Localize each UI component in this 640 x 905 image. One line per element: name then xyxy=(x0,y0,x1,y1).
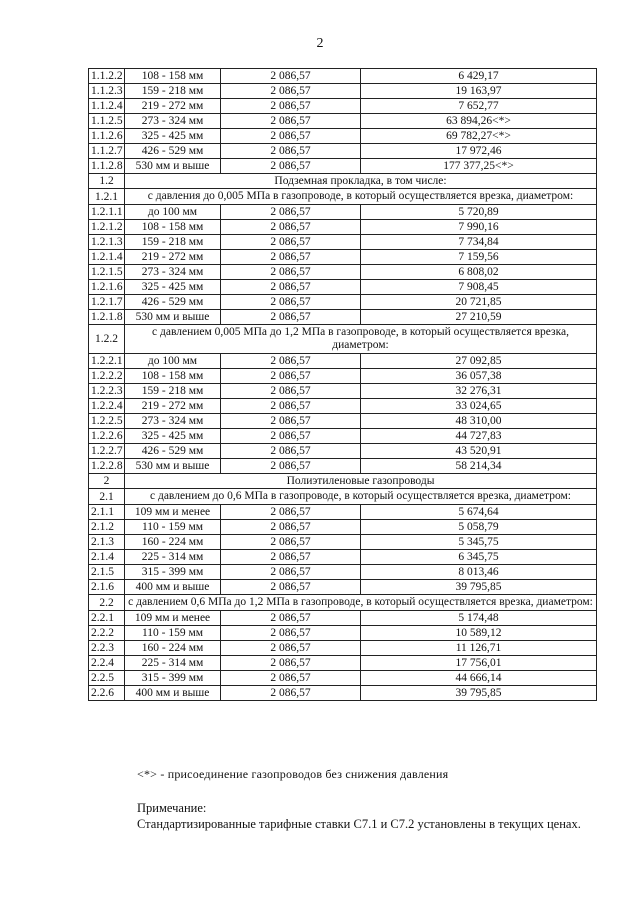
cell-rate: 2 086,57 xyxy=(221,459,361,474)
cell-rate: 2 086,57 xyxy=(221,369,361,384)
cell-dia: 219 - 272 мм xyxy=(125,99,221,114)
table-row xyxy=(89,205,597,220)
table-row xyxy=(89,159,597,174)
cell-dia: 219 - 272 мм xyxy=(125,399,221,414)
cell-code: 1.2.1.4 xyxy=(89,250,125,265)
cell-dia: до 100 мм xyxy=(125,205,221,220)
cell-rate: 2 086,57 xyxy=(221,444,361,459)
cell-code: 2.2.3 xyxy=(89,641,125,656)
subsection-row xyxy=(89,489,597,505)
cell-code: 1.2.1.6 xyxy=(89,280,125,295)
cell-code: 2 xyxy=(89,474,125,489)
cell-heading: с давлением 0,6 МПа до 1,2 МПа в газопроводе, в который осуществляется врезка, диаметром: xyxy=(125,595,597,611)
cell-dia: 108 - 158 мм xyxy=(125,220,221,235)
cell-code: 1.2.2.2 xyxy=(89,369,125,384)
cell-value: 11 126,71 xyxy=(361,641,597,656)
cell-code: 2.1.4 xyxy=(89,550,125,565)
cell-code: 1.2.2.4 xyxy=(89,399,125,414)
cell-code: 2.2.2 xyxy=(89,626,125,641)
table-row xyxy=(89,220,597,235)
cell-dia: 325 - 425 мм xyxy=(125,429,221,444)
cell-code: 1.1.2.5 xyxy=(89,114,125,129)
table-row xyxy=(89,84,597,99)
cell-code: 2.2.5 xyxy=(89,671,125,686)
cell-value: 39 795,85 xyxy=(361,686,597,701)
tariff-table-body xyxy=(89,69,597,701)
section-row xyxy=(89,174,597,189)
cell-dia: 426 - 529 мм xyxy=(125,144,221,159)
cell-value: 33 024,65 xyxy=(361,399,597,414)
cell-code: 1.2.1.1 xyxy=(89,205,125,220)
table-row xyxy=(89,354,597,369)
cell-value: 48 310,00 xyxy=(361,414,597,429)
cell-code: 1.2.2.5 xyxy=(89,414,125,429)
cell-code: 1.1.2.8 xyxy=(89,159,125,174)
cell-dia: 315 - 399 мм xyxy=(125,671,221,686)
cell-dia: 109 мм и менее xyxy=(125,505,221,520)
cell-value: 5 720,89 xyxy=(361,205,597,220)
cell-code: 2.2.6 xyxy=(89,686,125,701)
cell-dia: до 100 мм xyxy=(125,354,221,369)
footnote: <*> - присоединение газопроводов без снижения давления xyxy=(137,767,449,781)
cell-rate: 2 086,57 xyxy=(221,205,361,220)
cell-dia: 530 мм и выше xyxy=(125,159,221,174)
cell-value: 5 674,64 xyxy=(361,505,597,520)
cell-rate: 2 086,57 xyxy=(221,280,361,295)
table-row xyxy=(89,505,597,520)
cell-value: 6 429,17 xyxy=(361,69,597,84)
cell-rate: 2 086,57 xyxy=(221,129,361,144)
cell-rate: 2 086,57 xyxy=(221,414,361,429)
cell-value: 69 782,27<*> xyxy=(361,129,597,144)
cell-code: 1.1.2.4 xyxy=(89,99,125,114)
table-row xyxy=(89,611,597,626)
cell-dia: 426 - 529 мм xyxy=(125,295,221,310)
cell-code: 2.1.2 xyxy=(89,520,125,535)
cell-dia: 325 - 425 мм xyxy=(125,280,221,295)
table-row xyxy=(89,444,597,459)
cell-dia: 400 мм и выше xyxy=(125,686,221,701)
cell-rate: 2 086,57 xyxy=(221,580,361,595)
cell-dia: 108 - 158 мм xyxy=(125,69,221,84)
cell-rate: 2 086,57 xyxy=(221,265,361,280)
cell-rate: 2 086,57 xyxy=(221,550,361,565)
cell-dia: 110 - 159 мм xyxy=(125,520,221,535)
cell-rate: 2 086,57 xyxy=(221,565,361,580)
table-row xyxy=(89,459,597,474)
cell-value: 7 652,77 xyxy=(361,99,597,114)
cell-code: 1.1.2.6 xyxy=(89,129,125,144)
tariff-table xyxy=(88,68,597,701)
cell-dia: 225 - 314 мм xyxy=(125,656,221,671)
cell-heading: с давлением до 0,6 МПа в газопроводе, в который осуществляется врезка, диаметром: xyxy=(125,489,597,505)
table-row xyxy=(89,414,597,429)
table-row xyxy=(89,310,597,325)
cell-rate: 2 086,57 xyxy=(221,505,361,520)
cell-dia: 109 мм и менее xyxy=(125,611,221,626)
cell-value: 10 589,12 xyxy=(361,626,597,641)
table-row xyxy=(89,369,597,384)
cell-rate: 2 086,57 xyxy=(221,235,361,250)
table-row xyxy=(89,280,597,295)
cell-code: 1.2.2.8 xyxy=(89,459,125,474)
subsection-row xyxy=(89,325,597,354)
cell-code: 2.2.4 xyxy=(89,656,125,671)
cell-rate: 2 086,57 xyxy=(221,429,361,444)
cell-code: 1.2.1.8 xyxy=(89,310,125,325)
cell-rate: 2 086,57 xyxy=(221,520,361,535)
cell-value: 5 174,48 xyxy=(361,611,597,626)
cell-rate: 2 086,57 xyxy=(221,144,361,159)
cell-value: 17 972,46 xyxy=(361,144,597,159)
cell-value: 19 163,97 xyxy=(361,84,597,99)
table-row xyxy=(89,671,597,686)
cell-rate: 2 086,57 xyxy=(221,69,361,84)
cell-value: 58 214,34 xyxy=(361,459,597,474)
table-row xyxy=(89,114,597,129)
cell-dia: 159 - 218 мм xyxy=(125,384,221,399)
cell-value: 20 721,85 xyxy=(361,295,597,310)
cell-rate: 2 086,57 xyxy=(221,354,361,369)
cell-value: 5 345,75 xyxy=(361,535,597,550)
table-row xyxy=(89,550,597,565)
cell-dia: 315 - 399 мм xyxy=(125,565,221,580)
cell-value: 7 159,56 xyxy=(361,250,597,265)
cell-value: 63 894,26<*> xyxy=(361,114,597,129)
cell-value: 44 727,83 xyxy=(361,429,597,444)
cell-value: 27 092,85 xyxy=(361,354,597,369)
cell-code: 1.2.2 xyxy=(89,325,125,354)
note-text: Стандартизированные тарифные ставки С7.1 и С7.2 установлены в текущих ценах. xyxy=(137,817,581,831)
cell-value: 7 990,16 xyxy=(361,220,597,235)
table-row xyxy=(89,565,597,580)
cell-dia: 219 - 272 мм xyxy=(125,250,221,265)
cell-dia: 530 мм и выше xyxy=(125,459,221,474)
subsection-row xyxy=(89,189,597,205)
cell-rate: 2 086,57 xyxy=(221,250,361,265)
cell-code: 2.2.1 xyxy=(89,611,125,626)
table-row xyxy=(89,129,597,144)
cell-code: 1.1.2.3 xyxy=(89,84,125,99)
cell-dia: 273 - 324 мм xyxy=(125,265,221,280)
table-row xyxy=(89,641,597,656)
page-number: 2 xyxy=(316,36,324,51)
cell-code: 1.1.2.7 xyxy=(89,144,125,159)
cell-dia: 159 - 218 мм xyxy=(125,235,221,250)
table-row xyxy=(89,656,597,671)
cell-value: 36 057,38 xyxy=(361,369,597,384)
cell-code: 1.2.1.5 xyxy=(89,265,125,280)
cell-code: 1.2.1.2 xyxy=(89,220,125,235)
table-row xyxy=(89,535,597,550)
cell-value: 6 345,75 xyxy=(361,550,597,565)
cell-dia: 110 - 159 мм xyxy=(125,626,221,641)
cell-value: 177 377,25<*> xyxy=(361,159,597,174)
cell-dia: 160 - 224 мм xyxy=(125,535,221,550)
note-title: Примечание: xyxy=(137,801,207,815)
table-row xyxy=(89,580,597,595)
cell-code: 2.1.1 xyxy=(89,505,125,520)
table-row xyxy=(89,429,597,444)
cell-code: 1.2.2.7 xyxy=(89,444,125,459)
table-row xyxy=(89,626,597,641)
subsection-row xyxy=(89,595,597,611)
cell-value: 39 795,85 xyxy=(361,580,597,595)
cell-code: 2.1.3 xyxy=(89,535,125,550)
cell-value: 43 520,91 xyxy=(361,444,597,459)
table-row xyxy=(89,295,597,310)
table-row xyxy=(89,250,597,265)
cell-dia: 530 мм и выше xyxy=(125,310,221,325)
cell-rate: 2 086,57 xyxy=(221,310,361,325)
cell-dia: 159 - 218 мм xyxy=(125,84,221,99)
table-row xyxy=(89,520,597,535)
cell-dia: 108 - 158 мм xyxy=(125,369,221,384)
table-row xyxy=(89,686,597,701)
cell-rate: 2 086,57 xyxy=(221,295,361,310)
cell-value: 7 734,84 xyxy=(361,235,597,250)
cell-rate: 2 086,57 xyxy=(221,671,361,686)
cell-rate: 2 086,57 xyxy=(221,656,361,671)
cell-value: 17 756,01 xyxy=(361,656,597,671)
cell-rate: 2 086,57 xyxy=(221,159,361,174)
cell-heading: с давлением 0,005 МПа до 1,2 МПа в газопроводе, в который осуществляется врезка, диаметром: xyxy=(125,325,597,354)
cell-heading: Подземная прокладка, в том числе: xyxy=(125,174,597,189)
cell-dia: 273 - 324 мм xyxy=(125,414,221,429)
cell-value: 27 210,59 xyxy=(361,310,597,325)
cell-value: 8 013,46 xyxy=(361,565,597,580)
table-row xyxy=(89,399,597,414)
cell-value: 32 276,31 xyxy=(361,384,597,399)
cell-code: 1.2.1.3 xyxy=(89,235,125,250)
cell-rate: 2 086,57 xyxy=(221,611,361,626)
table-row xyxy=(89,384,597,399)
cell-rate: 2 086,57 xyxy=(221,535,361,550)
table-row xyxy=(89,235,597,250)
cell-code: 1.2.1 xyxy=(89,189,125,205)
cell-rate: 2 086,57 xyxy=(221,686,361,701)
cell-dia: 400 мм и выше xyxy=(125,580,221,595)
cell-code: 1.2 xyxy=(89,174,125,189)
cell-heading: Полиэтиленовые газопроводы xyxy=(125,474,597,489)
section-row xyxy=(89,474,597,489)
cell-dia: 160 - 224 мм xyxy=(125,641,221,656)
cell-dia: 225 - 314 мм xyxy=(125,550,221,565)
cell-rate: 2 086,57 xyxy=(221,84,361,99)
cell-code: 1.2.2.1 xyxy=(89,354,125,369)
table-row xyxy=(89,265,597,280)
table-row xyxy=(89,69,597,84)
cell-value: 6 808,02 xyxy=(361,265,597,280)
cell-rate: 2 086,57 xyxy=(221,641,361,656)
cell-dia: 325 - 425 мм xyxy=(125,129,221,144)
table-row xyxy=(89,99,597,114)
cell-code: 1.2.2.3 xyxy=(89,384,125,399)
cell-rate: 2 086,57 xyxy=(221,399,361,414)
cell-code: 2.2 xyxy=(89,595,125,611)
cell-value: 44 666,14 xyxy=(361,671,597,686)
cell-value: 5 058,79 xyxy=(361,520,597,535)
cell-code: 2.1.6 xyxy=(89,580,125,595)
cell-dia: 426 - 529 мм xyxy=(125,444,221,459)
cell-value: 7 908,45 xyxy=(361,280,597,295)
table-row xyxy=(89,144,597,159)
cell-dia: 273 - 324 мм xyxy=(125,114,221,129)
cell-code: 1.2.2.6 xyxy=(89,429,125,444)
cell-code: 1.2.1.7 xyxy=(89,295,125,310)
cell-rate: 2 086,57 xyxy=(221,99,361,114)
cell-code: 2.1.5 xyxy=(89,565,125,580)
cell-rate: 2 086,57 xyxy=(221,626,361,641)
cell-rate: 2 086,57 xyxy=(221,114,361,129)
cell-code: 2.1 xyxy=(89,489,125,505)
cell-rate: 2 086,57 xyxy=(221,220,361,235)
cell-code: 1.1.2.2 xyxy=(89,69,125,84)
cell-heading: с давления до 0,005 МПа в газопроводе, в который осуществляется врезка, диаметром: xyxy=(125,189,597,205)
cell-rate: 2 086,57 xyxy=(221,384,361,399)
